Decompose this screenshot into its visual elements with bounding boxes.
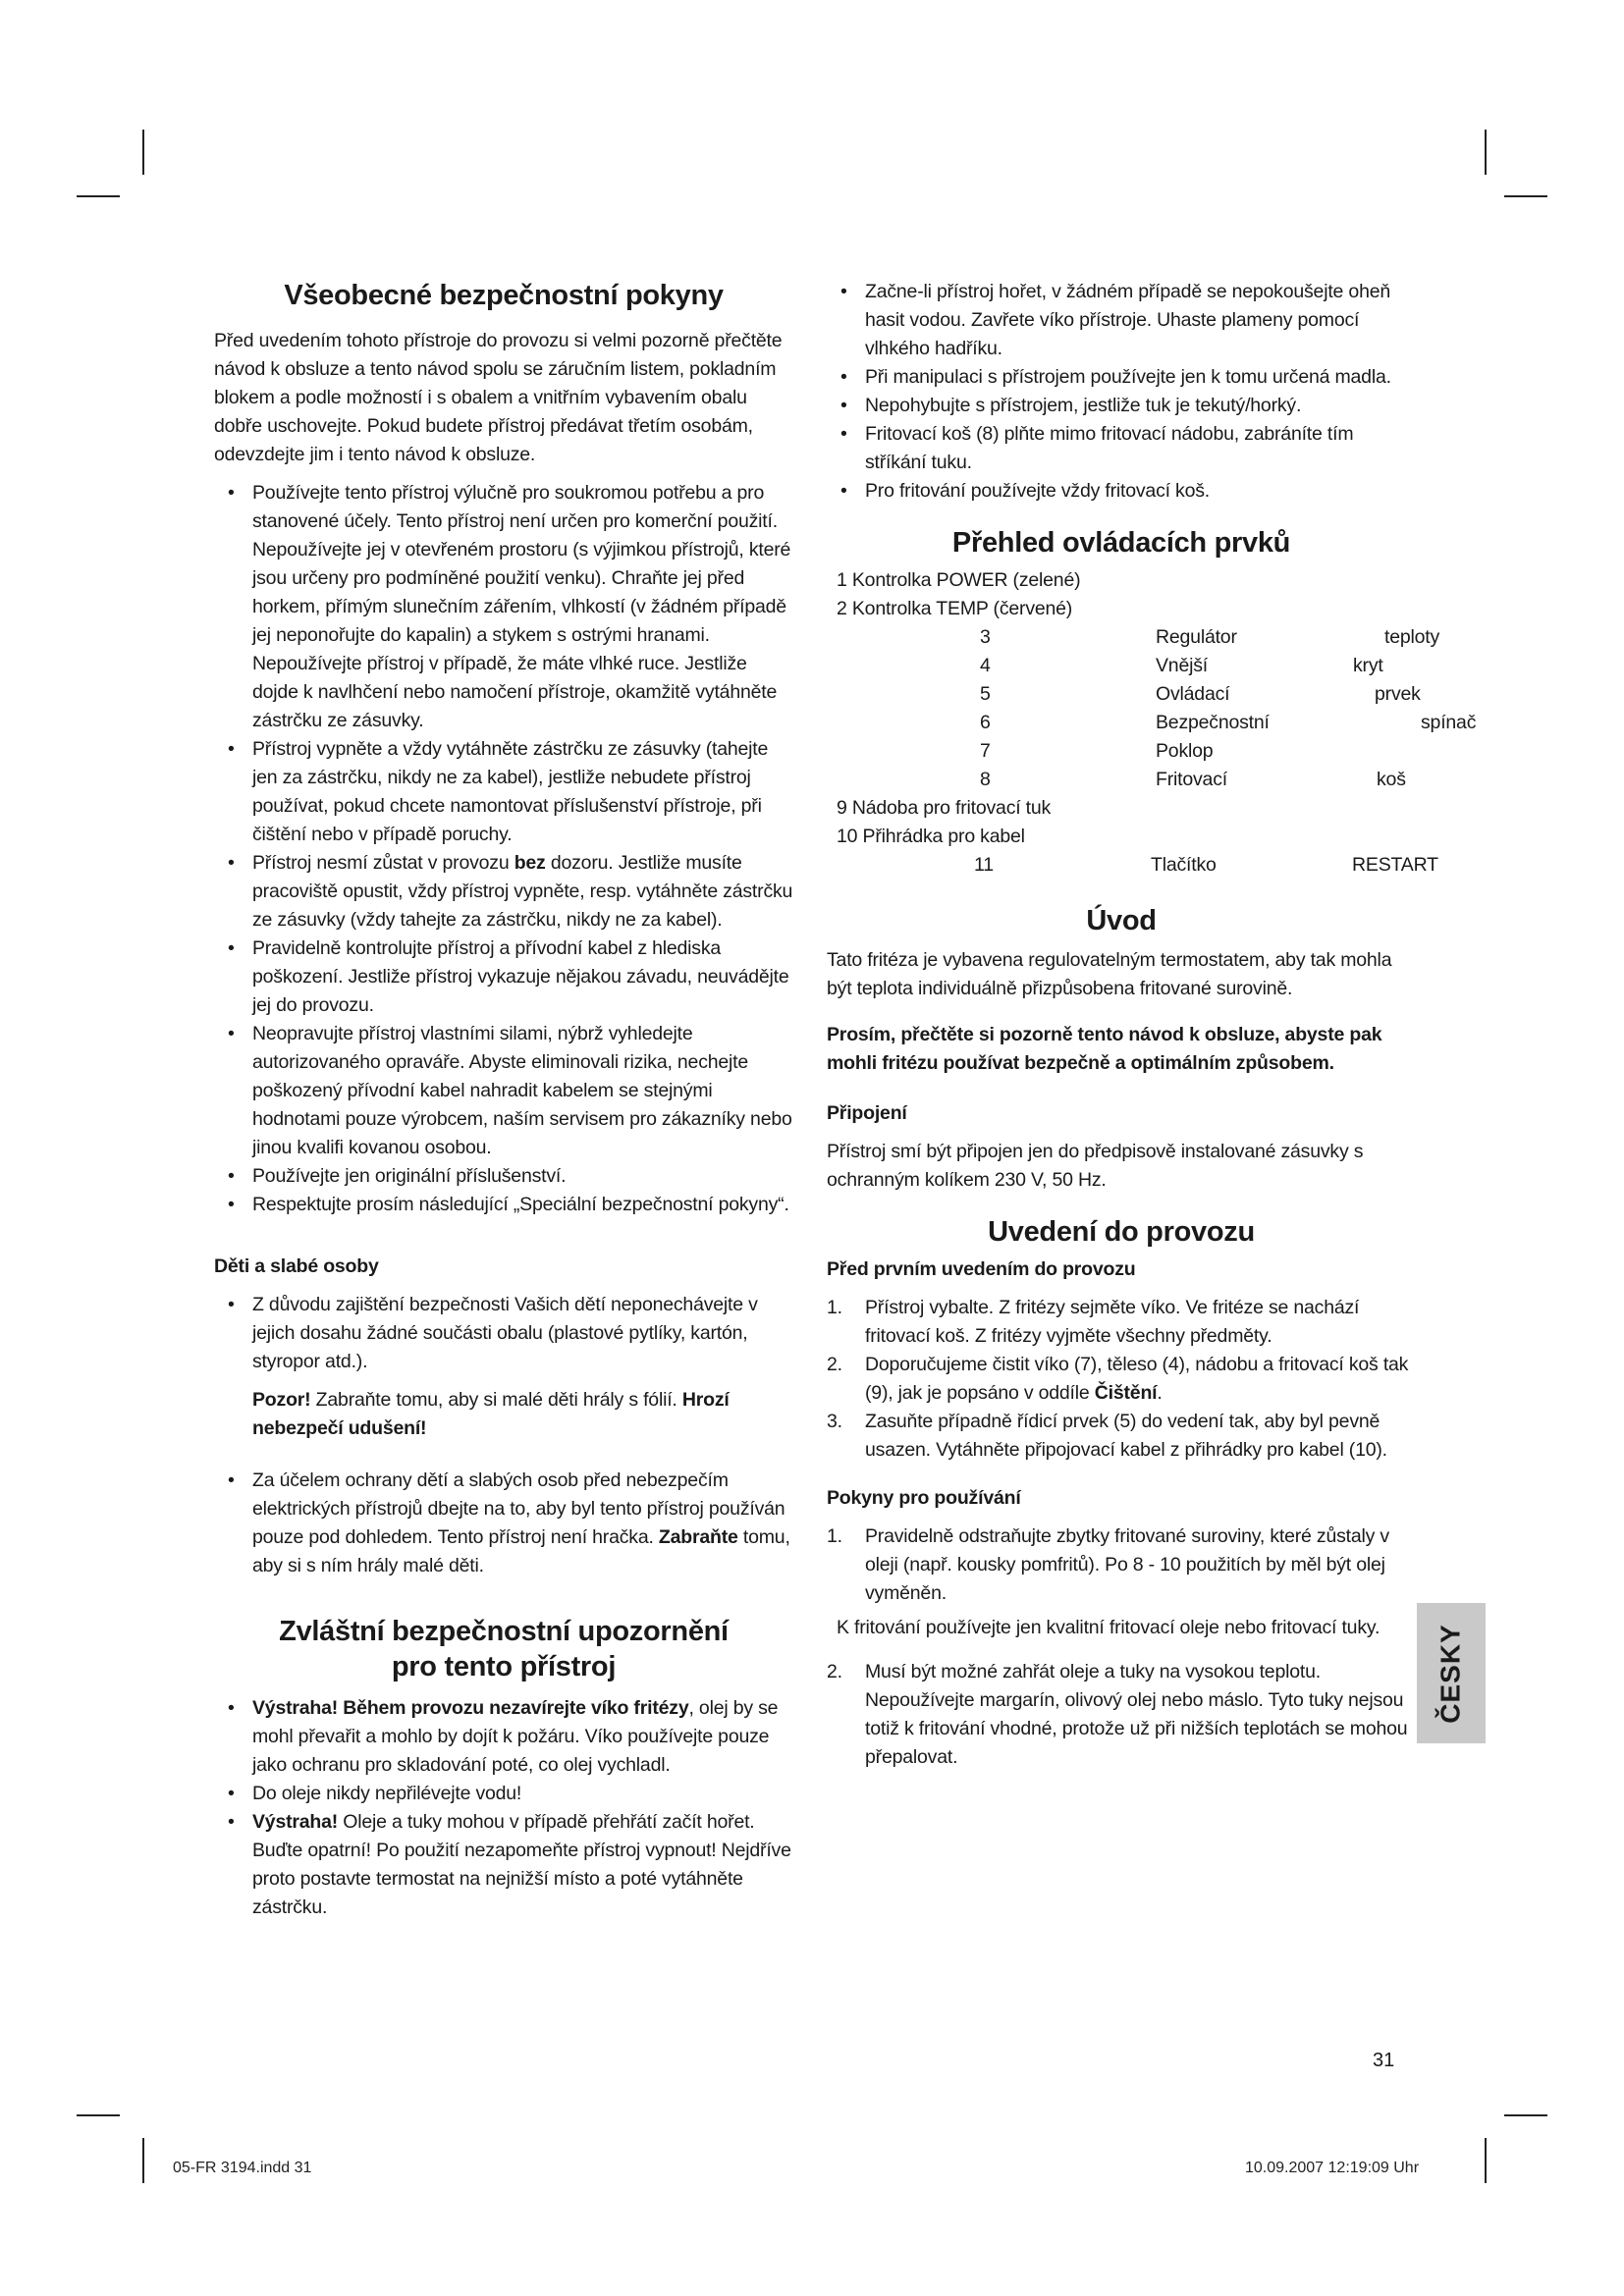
control-item: 1 Kontrolka POWER (zelené) (837, 569, 1081, 591)
list-item: • Začne-li přístroj hořet, v žádném případě se nepokoušejte oheň hasit vodou. Zavřete víko přístroje. Uhaste plameny pomocí vlhkého hadříku. (827, 278, 1416, 363)
crop-mark (77, 195, 120, 197)
heading-special-safety: Zvláštní bezpečnostní upozornění pro tento přístroj (279, 1616, 729, 1682)
list-item: 1. Přístroj vybalte. Z fritézy sejměte víko. Ve fritéze se nachází fritovací koš. Z fritézy vyjměte všechny předměty. (827, 1297, 1360, 1347)
control-name-2: spínač (1421, 712, 1477, 733)
list-item: • Neopravujte přístroj vlastními silami, nýbrž vyhledejte autorizovaného opraváře. Abyste eliminovali rizika, nechejte poškozený přívodní kabel nahradit kabelem se stejnými hodnotami pouze výrobcem, naším servisem pro zákazníky nebo jinou kvalifi kovanou osobou. (214, 1020, 793, 1162)
first-use-list (827, 1294, 1416, 1465)
control-number: 5 (980, 683, 991, 705)
warning-paragraph: Pozor! Zabraňte tomu, aby si malé děti hrály s fólií. Hrozí nebezpečí udušení! (252, 1389, 730, 1439)
list-item: • Přístroj vypněte a vždy vytáhněte zástrčku ze zásuvky (tahejte jen za zástrčku, nikdy ne za kabel), jestliže nebudete přístroj používat, pokud chcete namontovat příslušenství přístroje, při čištění nebo v případě poruchy. (214, 735, 793, 849)
list-item: 3. Zasuňte případně řídicí prvek (5) do vedení tak, aby byl pevně usazen. Vytáhněte připojovací kabel z přihrádky pro kabel (10). (827, 1411, 1387, 1461)
list-item: • Nepohybujte s přístrojem, jestliže tuk je tekutý/horký. (827, 392, 1416, 420)
control-row (827, 652, 1416, 680)
crop-mark (77, 2114, 120, 2116)
control-number: 4 (980, 655, 991, 676)
list-item: 1. Pravidelně odstraňujte zbytky fritované suroviny, které zůstaly v oleji (např. kousky pomfritů). Po 8 - 10 použitích by měl být olej vyměněn. (827, 1525, 1389, 1604)
control-name: Poklop (1156, 740, 1214, 762)
heading-children: Děti a slabé osoby (214, 1255, 379, 1277)
usage-note: K fritování používejte jen kvalitní fritovací oleje nebo fritovací tuky. (837, 1617, 1380, 1638)
left-column (214, 278, 793, 1932)
list-item: 2. Musí být možné zahřát oleje a tuky na vysokou teplotu. Nepoužívejte margarín, olivový olej nebo máslo. Tyto tuky nejsou totiž k fritování vhodné, protože už při nižších teplotách se mohou přepalovat. (827, 1661, 1408, 1768)
list-item: • Výstraha! Oleje a tuky mohou v případě přehřátí začít hořet. Buďte opatrní! Po použití nezapomeňte přístroj vypnout! Nejdříve proto postavte termostat na nejnižší místo a poté vytáhněte zástrčku. (214, 1808, 793, 1922)
control-name-2: teploty (1384, 626, 1440, 648)
list-item: • Při manipulaci s přístrojem používejte jen k tomu určená madla. (827, 363, 1416, 392)
heading-first-use: Před prvním uvedením do provozu (827, 1258, 1136, 1280)
controls-list (827, 566, 1416, 623)
control-name-2: prvek (1375, 683, 1421, 705)
control-row-11: 11 Tlačítko RESTART (974, 854, 1438, 876)
control-name-2: koš (1377, 769, 1406, 790)
control-name: Ovládací (1156, 683, 1230, 705)
footer-right: 10.09.2007 12:19:09 Uhr (1245, 2160, 1420, 2176)
list-item: 2. Doporučujeme čistit víko (7), těleso (4), nádobu a fritovací koš tak (9), jak je popsáno v oddíle Čištění. (827, 1354, 1409, 1404)
list-item: • Používejte tento přístroj výlučně pro soukromou potřebu a pro stanovené účely. Tento přístroj není určen pro komerční použití. Nepoužívejte jej v otevřeném prostoru (s výjimkou přístrojů, které jsou určeny pro podmíněné použití venku). Chraňte jej před horkem, přímým slunečním zářením, vlhkostí (v žádném případě jej neponořujte do kapalin) a stykem s ostrými hranami. Nepoužívejte přístroj v případě, že máte vlhké ruce. Jestliže dojde k navlhčení nebo namočení přístroje, okamžitě vytáhněte zástrčku ze zásuvky. (214, 479, 793, 735)
controls-list-2 (827, 794, 1416, 851)
control-row (827, 737, 1416, 766)
children-list-2 (214, 1467, 793, 1580)
list-item: • Respektujte prosím následující „Speciální bezpečnostní pokyny“. (214, 1191, 793, 1219)
connection-paragraph: Přístroj smí být připojen jen do předpisově instalované zásuvky s ochranným kolíkem 230 V, 50 Hz. (827, 1141, 1364, 1191)
heading-startup: Uvedení do provozu (988, 1216, 1255, 1248)
control-row (827, 709, 1477, 737)
list-item: • Za účelem ochrany dětí a slabých osob před nebezpečím elektrických přístrojů dbejte na to, aby byl tento přístroj používán pouze pod dohledem. Tento přístroj není hračka. Zabraňte tomu, aby si s ním hrály malé děti. (214, 1467, 793, 1580)
list-item: • Výstraha! Během provozu nezavírejte víko fritézy, olej by se mohl převařit a mohlo by dojít k požáru. Víko používejte pouze jako ochranu pro skladování poté, co olej vychladl. (214, 1694, 793, 1780)
control-name: Bezpečnostní (1156, 712, 1270, 733)
control-number: 8 (980, 769, 991, 790)
intro-paragraph: Před uvedením tohoto přístroje do provozu si velmi pozorně přečtěte návod k obsluze a tento návod spolu se záručním listem, pokladním blokem a podle možností i s obalem a vnitřním vybavením obalu dobře uschovejte. Pokud budete přístroj předávat třetím osobám, odevzdejte jim i tento návod k obsluze. (214, 330, 783, 465)
list-item: • Pravidelně kontrolujte přístroj a přívodní kabel z hlediska poškození. Jestliže přístroj vykazuje nějakou závadu, neuvádějte jej do provozu. (214, 934, 793, 1020)
safety-list (214, 479, 793, 1219)
intro-bold-paragraph: Prosím, přečtěte si pozorně tento návod k obsluze, abyste pak mohli fritézu používat bezpečně a optimálním způsobem. (827, 1024, 1382, 1074)
control-row (827, 623, 1440, 652)
control-name: Vnější (1156, 655, 1208, 676)
crop-mark (142, 2138, 144, 2183)
control-item: 9 Nádoba pro fritovací tuk (837, 797, 1052, 819)
usage-list-2 (827, 1658, 1416, 1772)
children-list (214, 1291, 793, 1376)
intro-paragraph: Tato fritéza je vybavena regulovatelným termostatem, aby tak mohla být teplota individuálně přizpůsobena fritované surovině. (827, 949, 1392, 999)
list-item: • Pro fritování používejte vždy fritovací koš. (827, 477, 1416, 506)
usage-list (827, 1522, 1416, 1608)
control-row (827, 680, 1421, 709)
heading-general-safety: Všeobecné bezpečnostní pokyny (284, 280, 724, 311)
crop-mark (1504, 2114, 1547, 2116)
controls-grid (827, 623, 1440, 652)
control-name: Regulátor (1156, 626, 1237, 648)
control-row (827, 766, 1416, 794)
heading-usage: Pokyny pro používání (827, 1487, 1021, 1509)
heading-intro: Úvod (1086, 905, 1157, 936)
control-number: 3 (980, 626, 991, 648)
list-item: • Do oleje nikdy nepřilévejte vodu! (214, 1780, 793, 1808)
heading-connection: Připojení (827, 1102, 907, 1124)
control-name-2: kryt (1353, 655, 1383, 676)
crop-mark (1504, 195, 1547, 197)
footer-left: 05-FR 3194.indd 31 (173, 2160, 312, 2176)
language-tab-label: ČESKY (1435, 1623, 1466, 1724)
language-tab (1417, 1603, 1486, 1743)
fire-list (827, 278, 1416, 506)
crop-mark (1485, 130, 1487, 175)
crop-mark (142, 130, 144, 175)
control-name: Fritovací (1156, 769, 1227, 790)
page-number: 31 (1373, 2050, 1395, 2071)
crop-mark (1485, 2138, 1487, 2183)
control-item: 10 Přihrádka pro kabel (837, 826, 1025, 847)
list-item: • Fritovací koš (8) plňte mimo fritovací nádobu, zabráníte tím stříkání tuku. (827, 420, 1416, 477)
special-list (214, 1694, 793, 1922)
list-item: • Používejte jen originální příslušenství. (214, 1162, 793, 1191)
heading-controls: Přehled ovládacích prvků (951, 527, 1291, 559)
control-number: 7 (980, 740, 991, 762)
control-item: 2 Kontrolka TEMP (červené) (837, 598, 1073, 619)
control-number: 6 (980, 712, 991, 733)
list-item: • Přístroj nesmí zůstat v provozu bez dozoru. Jestliže musíte pracoviště opustit, vždy přístroj vypněte, resp. vytáhněte zástrčku ze zásuvky (vždy tahejte za zástrčku, nikdy ne za kabel). (214, 849, 793, 934)
list-item: • Z důvodu zajištění bezpečnosti Vašich dětí neponechávejte v jejich dosahu žádné součásti obalu (plastové pytlíky, kartón, styropor atd.). (214, 1291, 793, 1376)
